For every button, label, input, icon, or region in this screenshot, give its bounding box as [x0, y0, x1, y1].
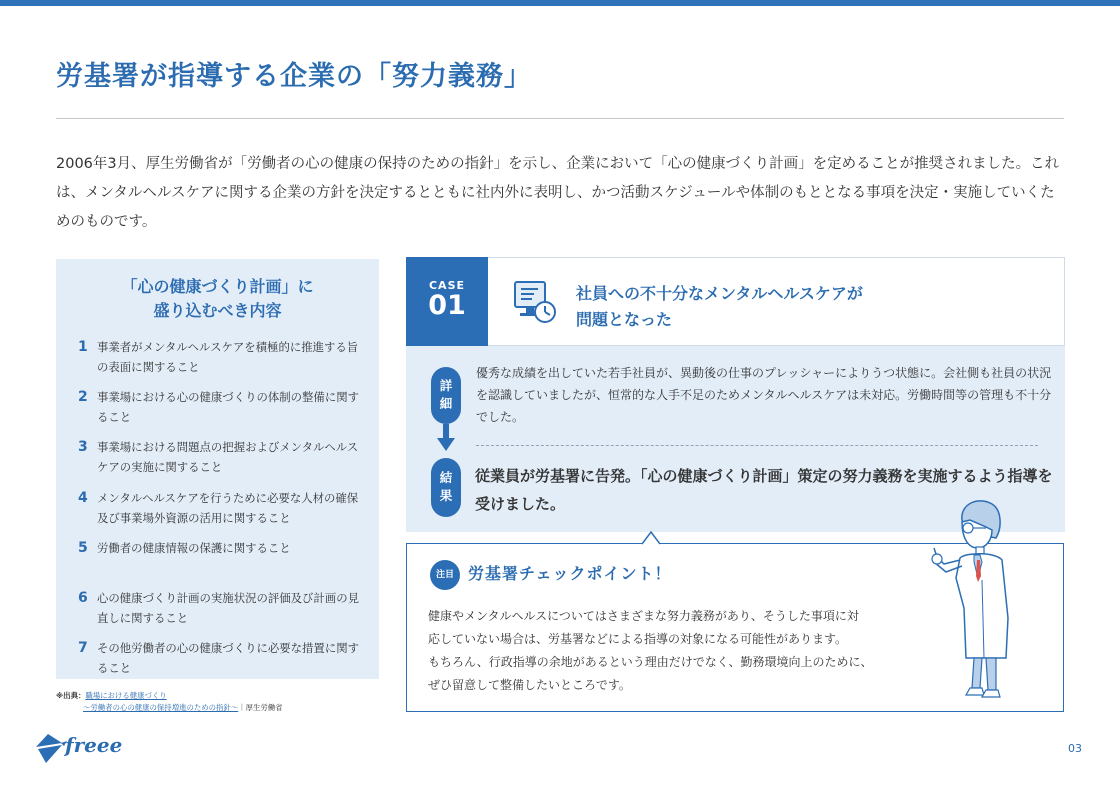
freee-logo-text: freee: [65, 733, 123, 757]
doctor-illustration-icon: [926, 498, 1018, 706]
item-text: 心の健康づくり計画の実施状況の評価及び計画の見直しに関すること: [97, 590, 359, 625]
page-number: 03: [1068, 742, 1082, 755]
list-item: [78, 488, 368, 538]
plan-title-line2: 盛り込むべき内容: [153, 301, 282, 320]
result-label-char2: 果: [439, 488, 453, 503]
detail-label: [431, 367, 461, 424]
item-number: 4: [78, 489, 88, 506]
checkpoint-text: [428, 605, 898, 697]
checkpoint-line: 応していない場合は、労基署などによる指導の対象になる可能性があります。: [428, 632, 848, 646]
detail-text: 優秀な成績を出していた若手社員が、異動後の仕事のプレッシャーによりうつ状態に。会社側も社員の状況を認識していましたが、恒常的な人手不足のためメンタルヘルスケアは未対応。労働時間等の管理も不十分でした。: [476, 366, 1052, 424]
speech-pointer: [642, 531, 660, 545]
detail-label-char2: 細: [439, 396, 453, 411]
case-number: 01: [428, 290, 466, 321]
detail-label-char1: 詳: [439, 378, 453, 393]
source-link-subtitle[interactable]: 〜労働者の心の健康の保持増進のための指針〜: [83, 703, 239, 712]
case-title: [576, 281, 863, 333]
list-item: [78, 638, 368, 688]
source-citation: [56, 690, 283, 714]
detail-divider: [476, 445, 1038, 446]
result-label: [431, 458, 461, 517]
case-label: CASE: [428, 279, 466, 292]
attention-badge: 注目: [430, 560, 460, 590]
source-label: ※出典：: [56, 691, 86, 700]
item-text: 事業場における問題点の把握およびメンタルヘルスケアの実施に関すること: [97, 440, 359, 475]
top-accent-bar: [0, 0, 1120, 6]
list-item: [78, 538, 368, 588]
checkpoint-line: 健康やメンタルヘルスについてはさまざまな努力義務があり、そうした事項に対: [428, 609, 859, 623]
case-title-line1: 社員への不十分なメンタルヘルスケアが: [576, 284, 863, 303]
item-text: 労働者の健康情報の保護に関すること: [97, 540, 291, 555]
item-number: 6: [78, 589, 88, 606]
case-number-badge: [406, 257, 488, 346]
plan-contents-panel: [56, 259, 379, 679]
case-title-line2: 問題となった: [576, 310, 673, 329]
item-number: 3: [78, 439, 88, 456]
source-link[interactable]: 職場における健康づくり: [85, 691, 167, 700]
title-divider: [56, 118, 1064, 119]
monitor-clock-icon: [512, 279, 558, 325]
plan-title-line1: 「心の健康づくり計画」に: [121, 277, 314, 296]
item-text: 事業者がメンタルヘルスケアを積極的に推進する旨の表面に関すること: [97, 340, 359, 374]
item-text: 事業場における心の健康づくりの体制の整備に関すること: [97, 390, 359, 425]
item-number: 5: [78, 539, 88, 556]
list-item: [78, 588, 368, 638]
page-title: 労基署が指導する企業の「努力義務」: [56, 61, 532, 92]
list-item: [78, 437, 368, 487]
item-number: 7: [78, 640, 88, 657]
checkpoint-line: ぜひ留意して整備したいところです。: [428, 678, 631, 692]
checkpoint-line: もちろん、行政指導の余地があるという理由だけでなく、勤務環境向上のために、: [428, 655, 873, 669]
result-text: 従業員が労基署に告発。「心の健康づくり計画」策定の努力義務を実施するよう指導を受けました。: [475, 467, 1053, 513]
checkpoint-title: 労基署チェックポイント！: [468, 564, 672, 583]
down-arrow-stem: [443, 424, 449, 439]
list-item: [78, 337, 368, 387]
down-arrow-icon: [437, 438, 455, 451]
item-number: 2: [78, 389, 88, 406]
item-text: その他労働者の心の健康づくりに必要な措置に関すること: [97, 641, 359, 676]
list-item: [78, 387, 368, 437]
plan-panel-title: [56, 275, 379, 323]
plan-items-list: [78, 337, 368, 688]
item-number: 1: [78, 339, 88, 355]
intro-paragraph: 2006年3月、厚生労働省が「労働者の心の健康の保持のための指針」を示し、企業において「心の健康づくり計画」を定めることが推奨されました。これは、メンタルヘルスケアに関する企業の方針を決定するとともに社内外に表明し、かつ活動スケジュールや体制のもととなる事項を決定・実施していくためのものです。: [56, 156, 1060, 230]
result-label-char1: 結: [439, 470, 453, 485]
source-publisher: ｜厚生労働省: [238, 703, 283, 712]
item-text: メンタルヘルスケアを行うために必要な人材の確保及び事業場外資源の活用に関すること: [97, 490, 359, 525]
